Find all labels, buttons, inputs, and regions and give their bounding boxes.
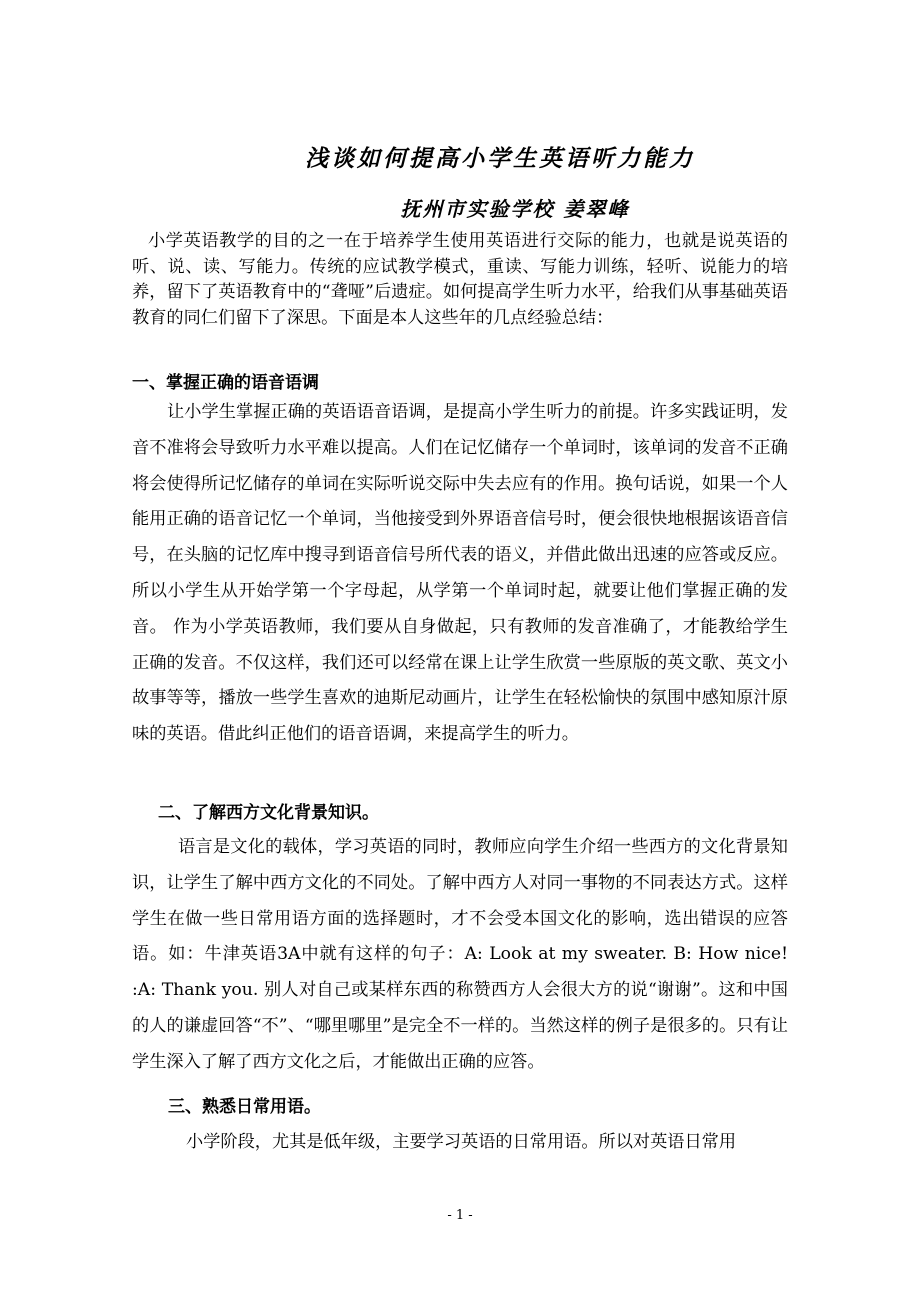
section-paragraph-1: 让小学生掌握正确的英语语音语调，是提高小学生听力的前提。许多实践证明，发音不准将会导致听力水平难以提高。人们在记忆储存一个单词时，该单词的发音不正确将会使得所记忆储存的单词在实际听说交际中失去应有的作用。换句话说，如果一个人能用正确的语音记忆一个单词，当他接受到外界语音信号时，便会很快地根据该语音信号，在头脑的记忆库中搜寻到语音信号所代表的语义，并借此做出迅速的应答或反应。所以小学生从开始学第一个字母起，从学第一个单词时起，就要让他们掌握正确的发音。 作为小学英语教师，我们要从自身做起，只有教师的发音准确了，才能教给学生正确的发音。不仅这样，我们还可以经常在课上让学生欣赏一些原版的英文歌、英文小故事等等，播放一些学生喜欢的迪斯尼动画片，让学生在轻松愉快的氛围中感知原汁原味的英语。借此纠正他们的语音语调，来提高学生的听力。 xyxy=(132,402,788,745)
section-heading-3: 三、熟悉日常用语。 xyxy=(168,1097,321,1117)
section-heading-2: 二、了解西方文化背景知识。 xyxy=(158,803,379,823)
section-paragraph-3: 小学阶段，尤其是低年级，主要学习英语的日常用语。所以对英语日常用 xyxy=(186,1132,737,1152)
intro-paragraph: 小学英语教学的目的之一在于培养学生使用英语进行交际的能力，也就是说英语的听、说、读、写能力。传统的应试教学模式，重读、写能力训练，轻听、说能力的培养，留下了英语教育中的“聋哑”后遗症。如何提高学生听力水平，给我们从事基础英语教育的同仁们留下了深思。下面是本人这些年的几点经验总结： xyxy=(132,231,788,328)
document-author: 抚州市实验学校 姜翠峰 xyxy=(400,197,630,221)
document-title: 浅谈如何提高小学生英语听力能力 xyxy=(305,145,695,172)
section-heading-1: 一、掌握正确的语音语调 xyxy=(132,373,319,393)
page-number: - 1 - xyxy=(447,1208,473,1223)
section-paragraph-2: 语言是文化的载体，学习英语的同时，教师应向学生介绍一些西方的文化背景知识，让学生了解中西方文化的不同处。了解中西方人对同一事物的不同表达方式。这样学生在做一些日常用语方面的选择题时，才不会受本国文化的影响，选出错误的应答语。如：牛津英语3A中就有这样的句子：A: Look at my sweater. B: How nice! :A: Thank you. 别人对自己或某样东西的称赞西方人会很大方的说“谢谢”。这和中国的人的谦虚回答“不”、“哪里哪里”是完全不一样的。当然这样的例子是很多的。只有让学生深入了解了西方文化之后，才能做出正确的应答。 xyxy=(132,837,788,1072)
